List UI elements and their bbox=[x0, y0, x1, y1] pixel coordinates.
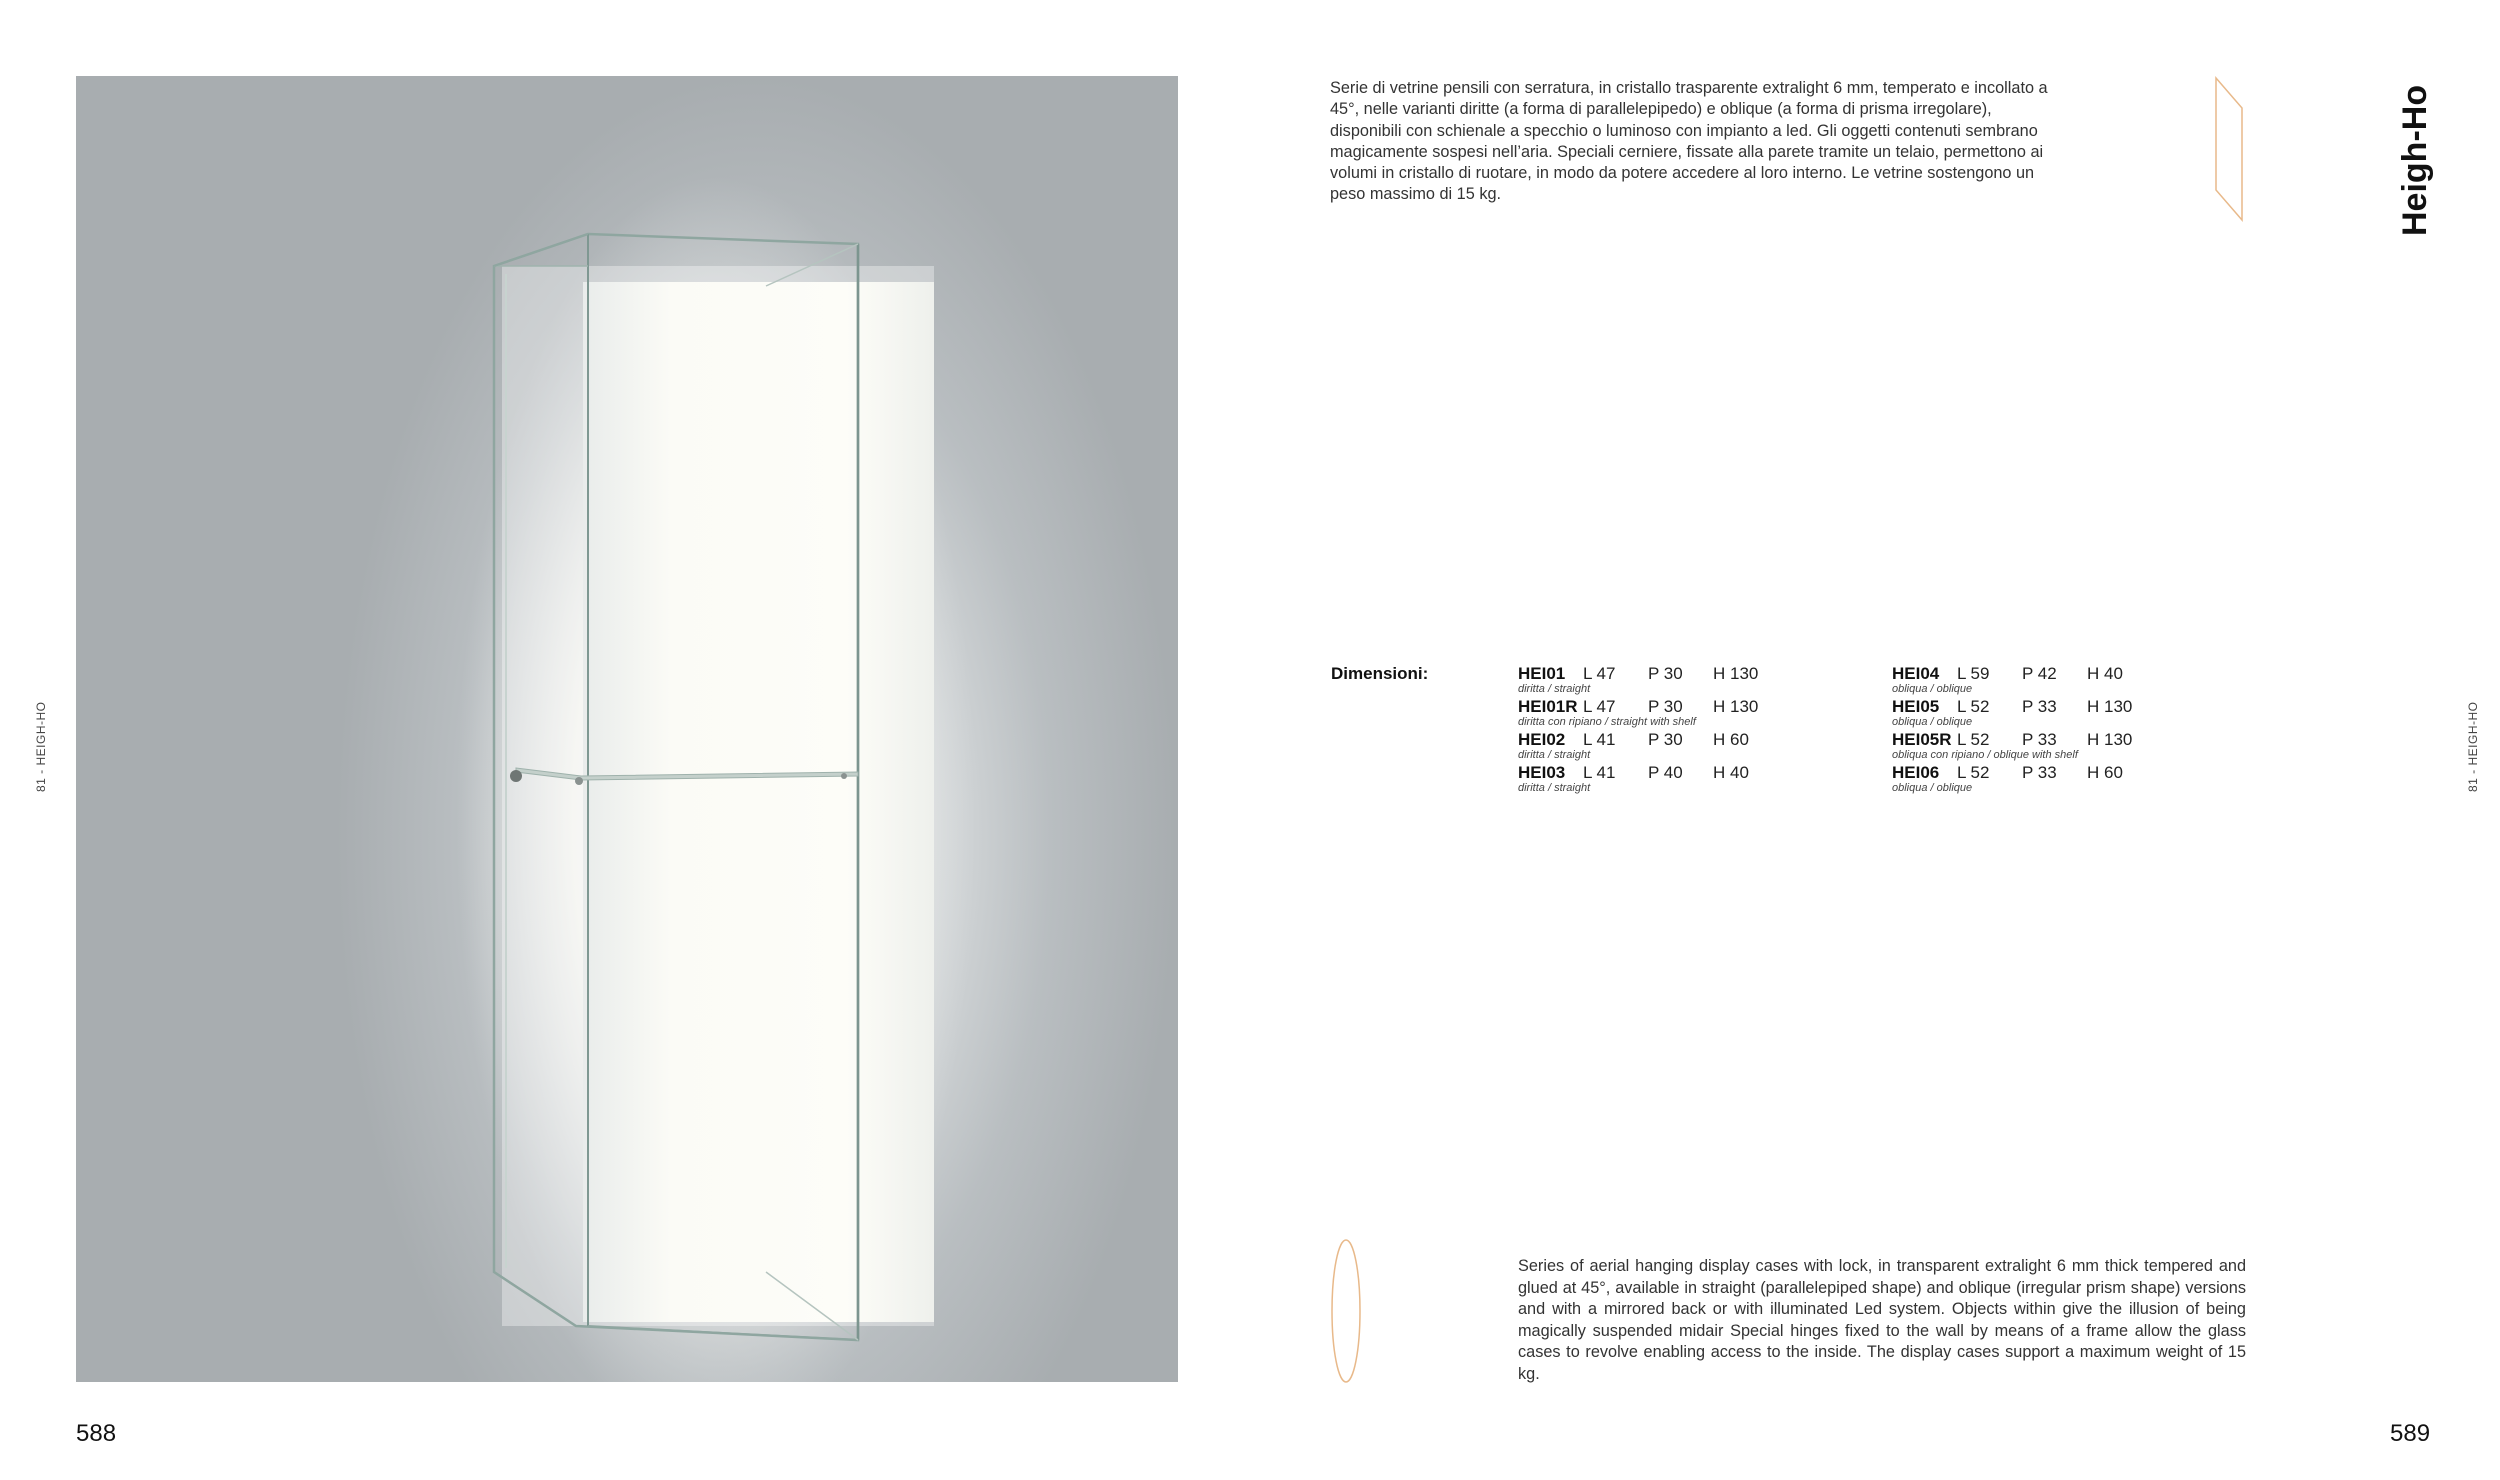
dimension-description: obliqua con ripiano / oblique with shelf bbox=[1892, 749, 2078, 761]
dimension-width: L 59 bbox=[1957, 664, 1990, 683]
dimension-width: L 52 bbox=[1957, 763, 1990, 782]
dimension-depth: P 30 bbox=[1648, 730, 1683, 749]
dimension-code: HEI06 bbox=[1892, 763, 1940, 782]
running-head-left: 81 - HEIGH-HO bbox=[34, 701, 48, 792]
dimension-depth: P 33 bbox=[2022, 763, 2057, 782]
dimension-item bbox=[1518, 763, 1749, 796]
dimension-depth: P 30 bbox=[1648, 697, 1683, 716]
dimension-height: H 40 bbox=[1713, 763, 1749, 782]
dimensions-right-column bbox=[1892, 664, 2133, 796]
glass-display-case-illustration bbox=[76, 76, 1178, 1382]
dimension-item bbox=[1892, 664, 2123, 697]
dimension-width: L 47 bbox=[1583, 664, 1616, 683]
dimension-depth: P 40 bbox=[1648, 763, 1683, 782]
dimension-code: HEI05 bbox=[1892, 697, 1940, 716]
dimension-code: HEI01R bbox=[1518, 697, 1578, 716]
dimension-depth: P 33 bbox=[2022, 730, 2057, 749]
dimension-item bbox=[1518, 697, 1759, 730]
dimension-height: H 60 bbox=[1713, 730, 1749, 749]
dimension-description: obliqua / oblique bbox=[1892, 782, 1973, 794]
dimension-description: diritta con ripiano / straight with shelf bbox=[1518, 716, 1696, 728]
page-number-left: 588 bbox=[76, 1420, 117, 1447]
dimension-description: obliqua / oblique bbox=[1892, 716, 1973, 728]
product-title: Heigh-Ho bbox=[2396, 84, 2434, 236]
dimension-height: H 40 bbox=[2087, 664, 2123, 683]
dimension-width: L 52 bbox=[1957, 730, 1990, 749]
running-head-right: 81 - HEIGH-HO bbox=[2466, 701, 2480, 792]
dimension-item bbox=[1892, 730, 2133, 763]
dimension-description: diritta / straight bbox=[1518, 683, 1591, 695]
dimension-depth: P 42 bbox=[2022, 664, 2057, 683]
dimension-code: HEI04 bbox=[1892, 664, 1940, 683]
dimension-depth: P 30 bbox=[1648, 664, 1683, 683]
ellipse-outline-icon bbox=[1330, 1238, 1362, 1384]
dimension-code: HEI01 bbox=[1518, 664, 1566, 683]
dimension-depth: P 33 bbox=[2022, 697, 2057, 716]
dimension-height: H 130 bbox=[2087, 730, 2133, 749]
dimension-code: HEI03 bbox=[1518, 763, 1566, 782]
dimension-height: H 130 bbox=[2087, 697, 2133, 716]
dimension-description: diritta / straight bbox=[1518, 749, 1591, 761]
description-italian: Serie di vetrine pensili con serratura, in cristallo trasparente extralight 6 mm, temperato e incollato a 45°, nelle varianti diritte (a forma di parallelepipedo) e oblique (a forma di prisma irregolare), disponibili con schienale a specchio o luminoso con impianto a led. Gli oggetti contenuti sembrano magicamente sospesi nell’aria. Speciali cerniere, fissate alla parete tramite un telaio, permettono ai volumi in cristallo di ruotare, in modo da potere accedere al loro interno. Le vetrine sostengono un peso massimo di 15 kg. bbox=[1330, 79, 2048, 204]
dimension-item bbox=[1518, 664, 1759, 697]
dimensions-left-column bbox=[1518, 664, 1759, 796]
page-number-right: 589 bbox=[2390, 1420, 2431, 1447]
dimension-item bbox=[1892, 763, 2123, 796]
dimension-width: L 41 bbox=[1583, 763, 1616, 782]
dimensions-label: Dimensioni: bbox=[1331, 664, 1429, 683]
dimension-description: diritta / straight bbox=[1518, 782, 1591, 794]
dimension-description: obliqua / oblique bbox=[1892, 683, 1973, 695]
dimension-width: L 41 bbox=[1583, 730, 1616, 749]
dimension-height: H 130 bbox=[1713, 697, 1759, 716]
dimension-code: HEI02 bbox=[1518, 730, 1566, 749]
dimension-item bbox=[1518, 730, 1749, 763]
oblique-case-outline-icon bbox=[2214, 76, 2244, 222]
dimension-width: L 47 bbox=[1583, 697, 1616, 716]
dimension-item bbox=[1892, 697, 2133, 730]
dimension-code: HEI05R bbox=[1892, 730, 1952, 749]
dimension-height: H 60 bbox=[2087, 763, 2123, 782]
dimension-height: H 130 bbox=[1713, 664, 1759, 683]
product-photo bbox=[76, 76, 1178, 1382]
dimension-width: L 52 bbox=[1957, 697, 1990, 716]
description-english: Series of aerial hanging display cases with lock, in transparent extralight 6 mm thick tempered and glued at 45°, available in straight (parallelepiped shape) and oblique (irregular prism shape) versions and with a mirrored back or with illuminated Led system. Objects within give the illusion of being magically suspended midair Special hinges fixed to the wall by means of a frame allow the glass cases to revolve enabling access to the inside. The display cases support a maximum weight of 15 kg. bbox=[1518, 1257, 2246, 1383]
